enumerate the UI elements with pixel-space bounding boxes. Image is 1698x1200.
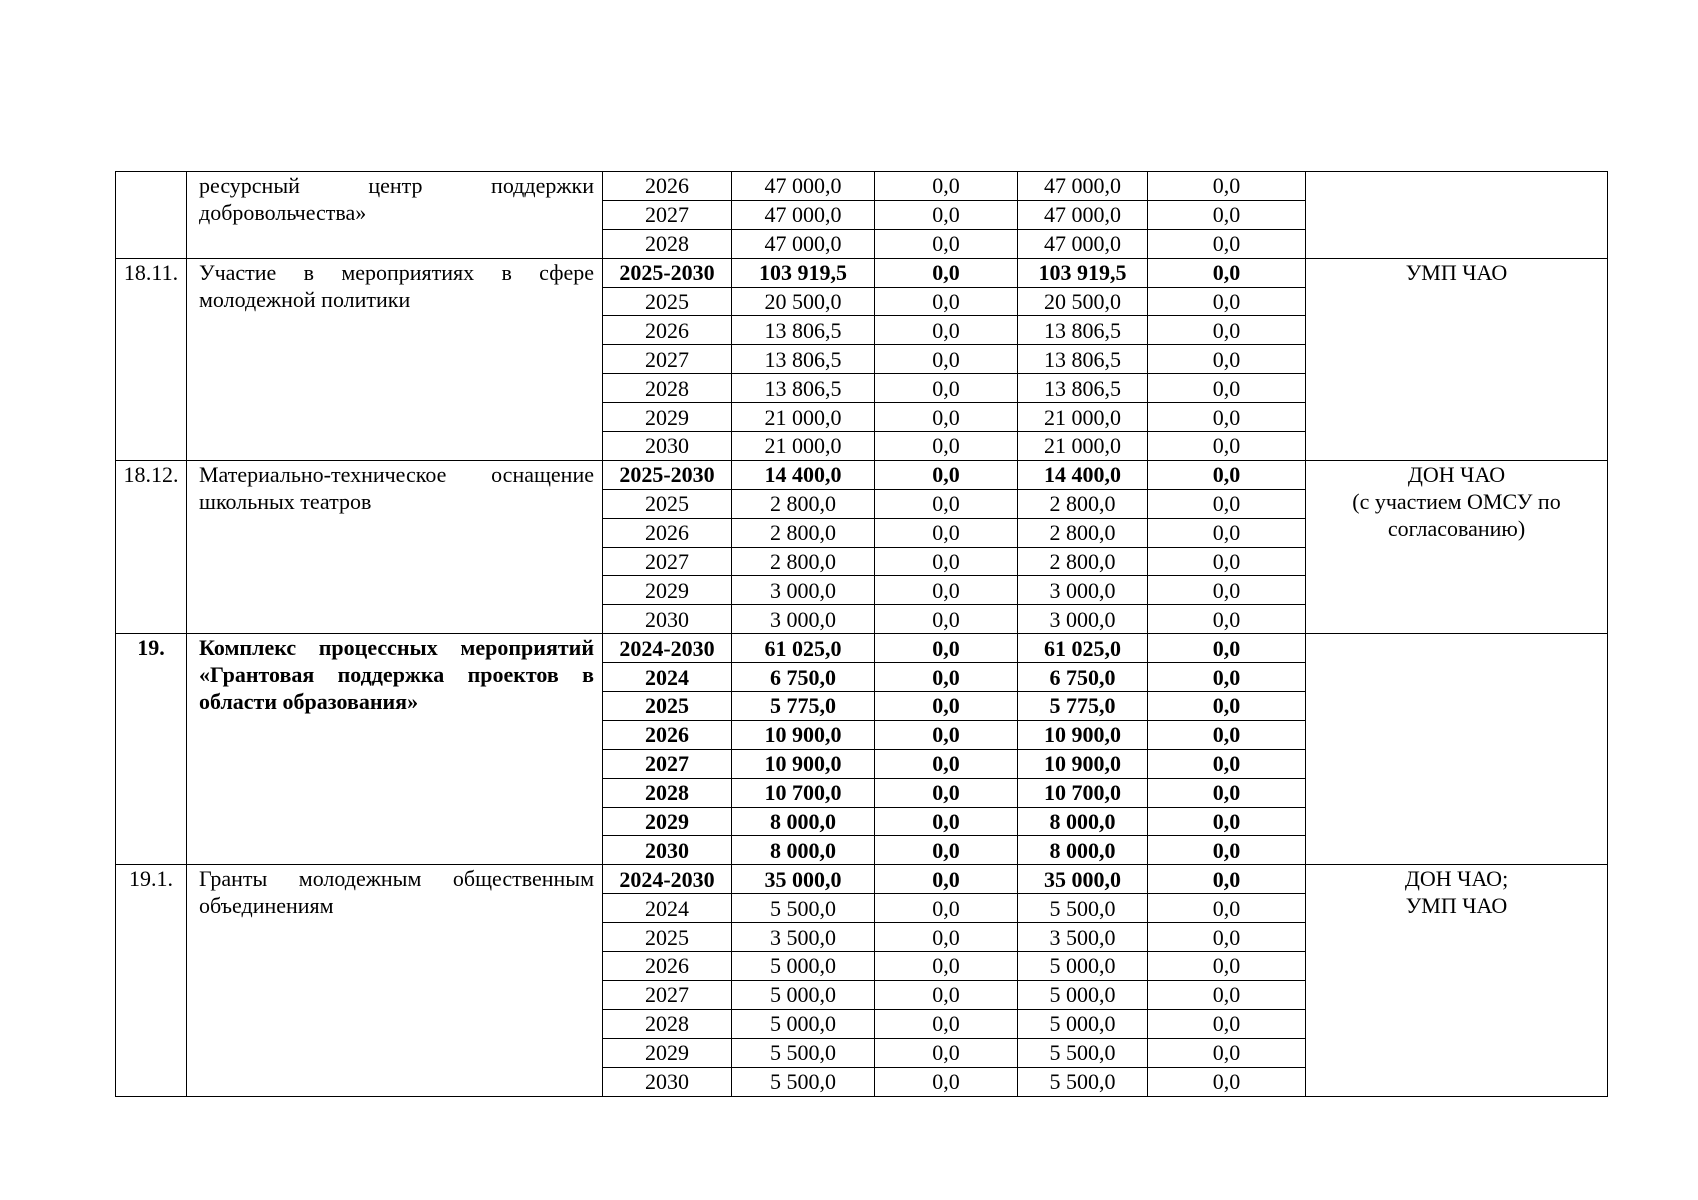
total-cell: 10 900,0 xyxy=(732,749,875,778)
year-cell: 2025 xyxy=(603,923,732,952)
other-sources-cell: 0,0 xyxy=(1148,1067,1306,1096)
year-cell: 2025 xyxy=(603,692,732,721)
year-cell: 2024-2030 xyxy=(603,865,732,894)
other-sources-cell: 0,0 xyxy=(1148,460,1306,489)
total-cell: 5 500,0 xyxy=(732,1038,875,1067)
total-cell: 6 750,0 xyxy=(732,663,875,692)
year-cell: 2029 xyxy=(603,1038,732,1067)
total-cell: 10 700,0 xyxy=(732,778,875,807)
federal-budget-cell: 0,0 xyxy=(875,720,1018,749)
federal-budget-cell: 0,0 xyxy=(875,576,1018,605)
other-sources-cell: 0,0 xyxy=(1148,432,1306,461)
executor-cell xyxy=(1306,258,1608,460)
other-sources-cell: 0,0 xyxy=(1148,547,1306,576)
year-cell: 2025 xyxy=(603,287,732,316)
executor-cell xyxy=(1306,172,1608,259)
regional-budget-cell: 13 806,5 xyxy=(1018,316,1148,345)
regional-budget-cell: 5 000,0 xyxy=(1018,952,1148,981)
total-cell: 13 806,5 xyxy=(732,345,875,374)
other-sources-cell: 0,0 xyxy=(1148,576,1306,605)
regional-budget-cell: 10 700,0 xyxy=(1018,778,1148,807)
item-name: ресурсный центр поддержки добровольчества» xyxy=(187,172,603,259)
item-number: 18.12. xyxy=(116,460,187,633)
federal-budget-cell: 0,0 xyxy=(875,518,1018,547)
total-cell: 2 800,0 xyxy=(732,547,875,576)
year-cell: 2030 xyxy=(603,605,732,634)
other-sources-cell: 0,0 xyxy=(1148,720,1306,749)
regional-budget-cell: 3 500,0 xyxy=(1018,923,1148,952)
regional-budget-cell: 5 000,0 xyxy=(1018,1009,1148,1038)
federal-budget-cell: 0,0 xyxy=(875,403,1018,432)
year-cell: 2025-2030 xyxy=(603,258,732,287)
federal-budget-cell: 0,0 xyxy=(875,807,1018,836)
item-name: Комплекс процессных мероприятий «Грантовая поддержка проектов в области образования» xyxy=(187,634,603,865)
year-cell: 2027 xyxy=(603,345,732,374)
other-sources-cell: 0,0 xyxy=(1148,200,1306,229)
other-sources-cell: 0,0 xyxy=(1148,518,1306,547)
year-cell: 2029 xyxy=(603,807,732,836)
total-cell: 47 000,0 xyxy=(732,200,875,229)
year-cell: 2029 xyxy=(603,403,732,432)
regional-budget-cell: 21 000,0 xyxy=(1018,432,1148,461)
other-sources-cell: 0,0 xyxy=(1148,1009,1306,1038)
total-cell: 21 000,0 xyxy=(732,403,875,432)
federal-budget-cell: 0,0 xyxy=(875,489,1018,518)
year-cell: 2025-2030 xyxy=(603,460,732,489)
other-sources-cell: 0,0 xyxy=(1148,316,1306,345)
total-cell: 13 806,5 xyxy=(732,316,875,345)
other-sources-cell: 0,0 xyxy=(1148,923,1306,952)
total-cell: 8 000,0 xyxy=(732,836,875,865)
total-cell: 3 500,0 xyxy=(732,923,875,952)
regional-budget-cell: 8 000,0 xyxy=(1018,807,1148,836)
total-cell: 5 500,0 xyxy=(732,1067,875,1096)
budget-table xyxy=(115,171,1608,1097)
federal-budget-cell: 0,0 xyxy=(875,836,1018,865)
total-cell: 20 500,0 xyxy=(732,287,875,316)
other-sources-cell: 0,0 xyxy=(1148,663,1306,692)
other-sources-cell: 0,0 xyxy=(1148,403,1306,432)
other-sources-cell: 0,0 xyxy=(1148,172,1306,201)
other-sources-cell: 0,0 xyxy=(1148,980,1306,1009)
other-sources-cell: 0,0 xyxy=(1148,374,1306,403)
item-number: 19.1. xyxy=(116,865,187,1096)
federal-budget-cell: 0,0 xyxy=(875,1009,1018,1038)
regional-budget-cell: 2 800,0 xyxy=(1018,518,1148,547)
federal-budget-cell: 0,0 xyxy=(875,778,1018,807)
federal-budget-cell: 0,0 xyxy=(875,952,1018,981)
federal-budget-cell: 0,0 xyxy=(875,865,1018,894)
total-cell: 61 025,0 xyxy=(732,634,875,663)
year-cell: 2027 xyxy=(603,200,732,229)
other-sources-cell: 0,0 xyxy=(1148,229,1306,258)
other-sources-cell: 0,0 xyxy=(1148,345,1306,374)
total-cell: 35 000,0 xyxy=(732,865,875,894)
item-number: 18.11. xyxy=(116,258,187,460)
regional-budget-cell: 47 000,0 xyxy=(1018,172,1148,201)
item-number: 19. xyxy=(116,634,187,865)
regional-budget-cell: 47 000,0 xyxy=(1018,200,1148,229)
total-cell: 3 000,0 xyxy=(732,576,875,605)
item-name: Гранты молодежным общественным объединениям xyxy=(187,865,603,1096)
total-cell: 103 919,5 xyxy=(732,258,875,287)
total-cell: 21 000,0 xyxy=(732,432,875,461)
total-cell: 5 000,0 xyxy=(732,980,875,1009)
item-name: Участие в мероприятиях в сфере молодежной политики xyxy=(187,258,603,460)
federal-budget-cell: 0,0 xyxy=(875,316,1018,345)
year-cell: 2026 xyxy=(603,172,732,201)
executor-line: ДОН ЧАО xyxy=(1407,461,1506,487)
year-cell: 2027 xyxy=(603,749,732,778)
executor-cell xyxy=(1306,460,1608,633)
federal-budget-cell: 0,0 xyxy=(875,200,1018,229)
regional-budget-cell: 3 000,0 xyxy=(1018,576,1148,605)
total-cell: 10 900,0 xyxy=(732,720,875,749)
year-cell: 2027 xyxy=(603,980,732,1009)
other-sources-cell: 0,0 xyxy=(1148,1038,1306,1067)
item-name: Материально-техническое оснащение школьных театров xyxy=(187,460,603,633)
other-sources-cell: 0,0 xyxy=(1148,489,1306,518)
federal-budget-cell: 0,0 xyxy=(875,634,1018,663)
regional-budget-cell: 5 500,0 xyxy=(1018,1038,1148,1067)
executor-line: согласованию) xyxy=(1387,515,1526,541)
regional-budget-cell: 3 000,0 xyxy=(1018,605,1148,634)
other-sources-cell: 0,0 xyxy=(1148,952,1306,981)
federal-budget-cell: 0,0 xyxy=(875,980,1018,1009)
year-cell: 2026 xyxy=(603,952,732,981)
regional-budget-cell: 21 000,0 xyxy=(1018,403,1148,432)
table-row xyxy=(116,258,1608,287)
executor-line: ДОН ЧАО; xyxy=(1404,866,1509,892)
regional-budget-cell: 10 900,0 xyxy=(1018,720,1148,749)
federal-budget-cell: 0,0 xyxy=(875,605,1018,634)
year-cell: 2024 xyxy=(603,663,732,692)
total-cell: 2 800,0 xyxy=(732,518,875,547)
regional-budget-cell: 20 500,0 xyxy=(1018,287,1148,316)
executor-line: УМП ЧАО xyxy=(1405,259,1508,285)
other-sources-cell: 0,0 xyxy=(1148,894,1306,923)
other-sources-cell: 0,0 xyxy=(1148,258,1306,287)
federal-budget-cell: 0,0 xyxy=(875,460,1018,489)
other-sources-cell: 0,0 xyxy=(1148,749,1306,778)
total-cell: 5 500,0 xyxy=(732,894,875,923)
year-cell: 2030 xyxy=(603,1067,732,1096)
federal-budget-cell: 0,0 xyxy=(875,547,1018,576)
regional-budget-cell: 47 000,0 xyxy=(1018,229,1148,258)
federal-budget-cell: 0,0 xyxy=(875,172,1018,201)
federal-budget-cell: 0,0 xyxy=(875,258,1018,287)
year-cell: 2028 xyxy=(603,778,732,807)
total-cell: 5 000,0 xyxy=(732,1009,875,1038)
total-cell: 47 000,0 xyxy=(732,229,875,258)
federal-budget-cell: 0,0 xyxy=(875,374,1018,403)
regional-budget-cell: 5 775,0 xyxy=(1018,692,1148,721)
total-cell: 14 400,0 xyxy=(732,460,875,489)
other-sources-cell: 0,0 xyxy=(1148,778,1306,807)
federal-budget-cell: 0,0 xyxy=(875,1067,1018,1096)
table-row xyxy=(116,634,1608,663)
federal-budget-cell: 0,0 xyxy=(875,894,1018,923)
total-cell: 8 000,0 xyxy=(732,807,875,836)
other-sources-cell: 0,0 xyxy=(1148,287,1306,316)
executor-line: (с участием ОМСУ по xyxy=(1352,488,1561,514)
year-cell: 2028 xyxy=(603,374,732,403)
year-cell: 2029 xyxy=(603,576,732,605)
regional-budget-cell: 35 000,0 xyxy=(1018,865,1148,894)
year-cell: 2030 xyxy=(603,432,732,461)
year-cell: 2024-2030 xyxy=(603,634,732,663)
total-cell: 2 800,0 xyxy=(732,489,875,518)
regional-budget-cell: 5 500,0 xyxy=(1018,1067,1148,1096)
year-cell: 2026 xyxy=(603,720,732,749)
regional-budget-cell: 14 400,0 xyxy=(1018,460,1148,489)
year-cell: 2028 xyxy=(603,229,732,258)
regional-budget-cell: 13 806,5 xyxy=(1018,374,1148,403)
other-sources-cell: 0,0 xyxy=(1148,634,1306,663)
federal-budget-cell: 0,0 xyxy=(875,663,1018,692)
year-cell: 2026 xyxy=(603,518,732,547)
federal-budget-cell: 0,0 xyxy=(875,229,1018,258)
table-row xyxy=(116,460,1608,489)
executor-line: УМП ЧАО xyxy=(1405,893,1508,919)
other-sources-cell: 0,0 xyxy=(1148,605,1306,634)
federal-budget-cell: 0,0 xyxy=(875,749,1018,778)
table-row xyxy=(116,172,1608,201)
budget-table-body xyxy=(116,172,1608,1097)
year-cell: 2027 xyxy=(603,547,732,576)
regional-budget-cell: 8 000,0 xyxy=(1018,836,1148,865)
year-cell: 2024 xyxy=(603,894,732,923)
regional-budget-cell: 2 800,0 xyxy=(1018,489,1148,518)
federal-budget-cell: 0,0 xyxy=(875,432,1018,461)
year-cell: 2030 xyxy=(603,836,732,865)
table-row xyxy=(116,865,1608,894)
year-cell: 2028 xyxy=(603,1009,732,1038)
regional-budget-cell: 61 025,0 xyxy=(1018,634,1148,663)
regional-budget-cell: 13 806,5 xyxy=(1018,345,1148,374)
year-cell: 2025 xyxy=(603,489,732,518)
total-cell: 13 806,5 xyxy=(732,374,875,403)
total-cell: 3 000,0 xyxy=(732,605,875,634)
federal-budget-cell: 0,0 xyxy=(875,1038,1018,1067)
item-number xyxy=(116,172,187,259)
other-sources-cell: 0,0 xyxy=(1148,865,1306,894)
federal-budget-cell: 0,0 xyxy=(875,692,1018,721)
other-sources-cell: 0,0 xyxy=(1148,807,1306,836)
federal-budget-cell: 0,0 xyxy=(875,345,1018,374)
regional-budget-cell: 2 800,0 xyxy=(1018,547,1148,576)
year-cell: 2026 xyxy=(603,316,732,345)
executor-cell xyxy=(1306,634,1608,865)
total-cell: 5 775,0 xyxy=(732,692,875,721)
regional-budget-cell: 6 750,0 xyxy=(1018,663,1148,692)
regional-budget-cell: 5 500,0 xyxy=(1018,894,1148,923)
federal-budget-cell: 0,0 xyxy=(875,923,1018,952)
regional-budget-cell: 5 000,0 xyxy=(1018,980,1148,1009)
regional-budget-cell: 10 900,0 xyxy=(1018,749,1148,778)
other-sources-cell: 0,0 xyxy=(1148,692,1306,721)
executor-cell xyxy=(1306,865,1608,1096)
total-cell: 5 000,0 xyxy=(732,952,875,981)
federal-budget-cell: 0,0 xyxy=(875,287,1018,316)
regional-budget-cell: 103 919,5 xyxy=(1018,258,1148,287)
total-cell: 47 000,0 xyxy=(732,172,875,201)
other-sources-cell: 0,0 xyxy=(1148,836,1306,865)
